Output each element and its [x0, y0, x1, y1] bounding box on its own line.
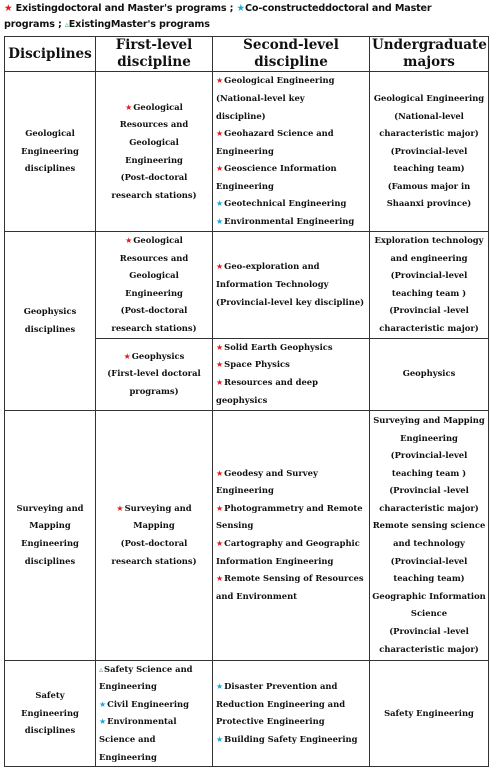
- cell-text-line: [216, 500, 367, 518]
- cell-text-line: (Provincial -level: [389, 305, 469, 316]
- red-star-icon: ★: [4, 3, 13, 14]
- cell-text-line: (First-level doctoral: [107, 368, 201, 379]
- green-triangle-icon: ▵: [64, 20, 69, 29]
- legend-existing-masters: ExistingMaster's programs: [68, 19, 210, 30]
- blue-star-icon: ★: [216, 199, 224, 209]
- cell-text-line: [98, 99, 210, 117]
- cell-text-line: [216, 72, 367, 90]
- cell-text-line: Engineering: [21, 707, 79, 718]
- cell-text-line: [216, 339, 367, 357]
- header-undergraduate: [370, 37, 489, 72]
- cell-text-line: [216, 588, 367, 606]
- cell-text-line: First-level: [115, 37, 193, 53]
- blue-star-icon: ★: [236, 3, 245, 14]
- cell-text-line: [98, 348, 210, 366]
- cell-text-line: Safety Engineering: [384, 707, 474, 718]
- cell-text: Remote Sensing of Resources: [224, 573, 364, 584]
- cell-text-line: research stations): [111, 189, 197, 200]
- program-entry: [99, 713, 210, 766]
- cell-text: Engineering: [99, 751, 157, 762]
- cell-text-line: [216, 392, 367, 410]
- cell-text-line: teaching team ): [391, 287, 467, 298]
- red-star-icon: ★: [216, 378, 224, 388]
- cell-text-line: and engineering: [390, 252, 468, 263]
- cell-text: Safety Science and: [104, 663, 193, 674]
- undergraduate-cell: [370, 338, 489, 410]
- cell-text-line: [216, 678, 367, 696]
- blue-star-icon: ★: [216, 734, 224, 744]
- cell-text-line: [99, 696, 210, 714]
- red-star-icon: ★: [125, 236, 133, 245]
- cell-text-line: characteristic major): [379, 502, 479, 513]
- cell-text-line: [216, 465, 367, 483]
- program-entry: [216, 72, 367, 125]
- cell-text-line: [216, 160, 367, 178]
- cell-text: Photogrammetry and Remote: [224, 502, 363, 513]
- program-entry: [216, 570, 367, 605]
- program-entry: [216, 678, 367, 731]
- cell-text-line: (Post-doctoral: [120, 172, 188, 183]
- cell-text: Protective Engineering: [216, 716, 325, 727]
- cell-text-line: majors: [403, 54, 455, 70]
- second-level-cell: [213, 72, 370, 232]
- cell-text-line: [216, 125, 367, 143]
- program-entry: [216, 339, 367, 357]
- cell-text-line: [99, 713, 210, 731]
- cell-text-line: Shaanxi province): [386, 198, 472, 209]
- header-first-level: [96, 37, 213, 72]
- cell-text: Geological: [133, 101, 183, 112]
- red-star-icon: ★: [125, 102, 133, 112]
- legend-programs: programs: [4, 19, 55, 30]
- green-triangle-icon: ▵: [99, 664, 104, 674]
- cell-text: Engineering: [216, 145, 274, 156]
- cell-text-line: research stations): [111, 555, 197, 566]
- cell-text-line: [216, 294, 367, 312]
- cell-text-line: [99, 731, 210, 749]
- red-star-icon: ★: [216, 164, 224, 174]
- cell-text: Surveying and: [124, 502, 192, 513]
- cell-text-line: [216, 482, 367, 500]
- program-entry: [216, 160, 367, 195]
- cell-text-line: [98, 232, 210, 250]
- cell-text-line: Science: [410, 608, 448, 619]
- legend-co-constructed: Co-constructeddoctoral and Master: [245, 3, 432, 14]
- blue-star-icon: ★: [99, 699, 107, 709]
- cell-text-line: Geological: [25, 128, 75, 139]
- red-star-icon: ★: [216, 262, 224, 272]
- legend: [4, 1, 488, 33]
- program-entry: [216, 195, 367, 213]
- cell-text-line: [216, 731, 367, 749]
- cell-text: Geohazard Science and: [224, 128, 334, 139]
- red-star-icon: ★: [123, 351, 131, 361]
- header-second-level: Second-level discipline: [213, 37, 370, 72]
- cell-text-line: disciplines: [24, 323, 76, 334]
- discipline-cell: [5, 410, 96, 660]
- second-level-cell: [213, 338, 370, 410]
- cell-text-line: Resources and: [119, 119, 189, 130]
- cell-text-line: [216, 696, 367, 714]
- red-star-icon: ★: [216, 342, 224, 352]
- cell-text-line: (Post-doctoral: [120, 538, 188, 549]
- program-entry: [216, 731, 367, 749]
- cell-text-line: Engineering: [125, 154, 183, 165]
- red-star-icon: ★: [116, 503, 124, 513]
- cell-text: (National-level key: [216, 92, 305, 103]
- discipline-cell: [5, 72, 96, 232]
- cell-text: Space Physics: [224, 359, 290, 370]
- cell-text-line: [98, 500, 210, 518]
- cell-text-line: characteristic major): [379, 128, 479, 139]
- blue-star-icon: ★: [216, 682, 224, 692]
- second-level-cell: [213, 232, 370, 339]
- cell-text: Disaster Prevention and: [224, 681, 338, 692]
- cell-text-line: [216, 213, 367, 231]
- cell-text-line: Geological: [129, 270, 179, 281]
- cell-text-line: [216, 356, 367, 374]
- cell-text-line: Safety: [35, 689, 65, 700]
- cell-text-line: research stations): [111, 322, 197, 333]
- cell-text-line: [216, 195, 367, 213]
- cell-text-line: teaching team): [393, 573, 465, 584]
- cell-text-line: [216, 553, 367, 571]
- cell-text: Geological Engineering: [224, 75, 335, 86]
- cell-text: Cartography and Geographic: [224, 538, 360, 549]
- blue-star-icon: ★: [216, 217, 224, 227]
- program-entry: [216, 465, 367, 500]
- cell-text-line: Surveying and Mapping: [373, 414, 485, 425]
- cell-text-line: Engineering: [125, 287, 183, 298]
- cell-text-line: [216, 178, 367, 196]
- cell-text-line: Surveying and: [16, 502, 84, 513]
- cell-text-line: [216, 258, 367, 276]
- cell-text: and Environment: [216, 590, 298, 601]
- cell-text-line: Geological: [129, 136, 179, 147]
- first-level-cell: [96, 660, 213, 767]
- undergraduate-cell: [370, 660, 489, 767]
- cell-text: Geological: [133, 235, 183, 245]
- cell-text-line: disciplines: [24, 163, 76, 174]
- cell-text-line: [216, 517, 367, 535]
- discipline-cell: [5, 660, 96, 767]
- cell-text-line: (Provincial -level: [389, 626, 469, 637]
- cell-text-line: [216, 90, 367, 108]
- cell-text-line: disciplines: [24, 725, 76, 736]
- first-level-cell: [96, 232, 213, 339]
- cell-text-line: Mapping: [29, 520, 71, 531]
- cell-text-line: Remote sensing science: [372, 520, 486, 531]
- first-level-cell: [96, 72, 213, 232]
- cell-text-line: Resources and: [119, 252, 189, 263]
- cell-text-line: Engineering: [21, 538, 79, 549]
- cell-text-line: Geophysics: [23, 306, 77, 317]
- undergraduate-cell: [370, 410, 489, 660]
- cell-text-line: Engineering: [400, 432, 458, 443]
- cell-text-line: [216, 374, 367, 392]
- header-disciplines: Disciplines: [5, 37, 96, 72]
- discipline-cell: [5, 232, 96, 411]
- cell-text-line: Geophysics: [402, 368, 456, 379]
- program-entry: [99, 661, 210, 696]
- cell-text-line: characteristic major): [379, 322, 479, 333]
- cell-text-line: [216, 713, 367, 731]
- cell-text: Resources and deep: [224, 377, 318, 388]
- program-entry: [216, 535, 367, 570]
- cell-text-line: characteristic major): [379, 643, 479, 654]
- cell-text: Solid Earth Geophysics: [224, 341, 333, 352]
- red-star-icon: ★: [216, 539, 224, 549]
- cell-text: Geophysics: [131, 350, 185, 361]
- cell-text: Engineering: [99, 681, 157, 692]
- disciplines-table: [4, 36, 489, 767]
- cell-text: discipline): [216, 110, 266, 121]
- cell-text-line: (Famous major in: [387, 180, 471, 191]
- cell-text: Geodesy and Survey: [224, 467, 318, 478]
- table-header-row: [5, 37, 489, 72]
- cell-text: Engineering: [216, 180, 274, 191]
- legend-existing-doctoral-masters: Existingdoctoral and Master's programs: [15, 3, 227, 14]
- first-level-cell: [96, 410, 213, 660]
- cell-text: Environmental Engineering: [224, 216, 355, 227]
- cell-text-line: and technology: [393, 538, 465, 549]
- cell-text-line: [99, 661, 210, 679]
- cell-text-line: (Provincial-level: [390, 555, 468, 566]
- cell-text: Civil Engineering: [107, 698, 189, 709]
- program-entry: [216, 374, 367, 409]
- program-entry: [99, 696, 210, 714]
- table-row: [5, 410, 489, 660]
- cell-text-line: [216, 108, 367, 126]
- cell-text-line: (Provincial-level: [390, 270, 468, 281]
- second-level-cell: [213, 410, 370, 660]
- cell-text-line: [216, 570, 367, 588]
- table-row: [5, 660, 489, 767]
- table-row: [5, 72, 489, 232]
- red-star-icon: ★: [216, 503, 224, 513]
- legend-separator: ;: [226, 3, 234, 14]
- cell-text-line: [99, 678, 210, 696]
- second-level-cell: [213, 660, 370, 767]
- undergraduate-cell: [370, 72, 489, 232]
- cell-text: (Provincial-level key discipline): [216, 296, 365, 307]
- cell-text-line: Engineering: [21, 145, 79, 156]
- undergraduate-cell: [370, 232, 489, 339]
- program-entry: [216, 125, 367, 160]
- cell-text-line: Exploration technology: [374, 235, 484, 245]
- legend-separator: ;: [54, 19, 62, 30]
- cell-text: Science and: [99, 733, 156, 744]
- cell-text-line: [216, 276, 367, 294]
- cell-text: Engineering: [216, 485, 274, 496]
- cell-text-line: (Provincial-level: [390, 145, 468, 156]
- cell-text: geophysics: [216, 394, 268, 405]
- cell-text-line: (Post-doctoral: [120, 305, 188, 316]
- cell-text-line: [216, 143, 367, 161]
- red-star-icon: ★: [216, 76, 224, 86]
- cell-text: Reduction Engineering and: [216, 698, 346, 709]
- red-star-icon: ★: [216, 129, 224, 139]
- cell-text-line: (Provincial-level: [390, 450, 468, 461]
- red-star-icon: ★: [216, 468, 224, 478]
- cell-text: Geo-exploration and: [224, 261, 320, 272]
- program-entry: [216, 356, 367, 374]
- blue-star-icon: ★: [99, 717, 107, 727]
- cell-text-line: teaching team): [393, 163, 465, 174]
- cell-text-line: programs): [129, 385, 179, 396]
- cell-text-line: [99, 749, 210, 767]
- table-row: [5, 232, 489, 339]
- cell-text: Information Technology: [216, 278, 329, 289]
- program-entry: [216, 258, 367, 311]
- cell-text-line: Mapping: [133, 520, 175, 531]
- program-entry: [216, 213, 367, 231]
- red-star-icon: ★: [216, 360, 224, 370]
- cell-text-line: [216, 535, 367, 553]
- cell-text-line: Geographic Information: [372, 590, 486, 601]
- cell-text-line: Geological Engineering: [373, 92, 485, 103]
- cell-text-line: (National-level: [394, 110, 464, 121]
- cell-text-line: Undergraduate: [372, 37, 487, 53]
- cell-text-line: disciplines: [24, 555, 76, 566]
- cell-text-line: (Provincial -level: [389, 485, 469, 496]
- red-star-icon: ★: [216, 574, 224, 584]
- cell-text: Information Engineering: [216, 555, 334, 566]
- cell-text: Geoscience Information: [224, 163, 337, 174]
- cell-text: Building Safety Engineering: [224, 733, 358, 744]
- first-level-cell: [96, 338, 213, 410]
- cell-text: Environmental: [107, 716, 177, 727]
- cell-text: Geotechnical Engineering: [224, 198, 347, 209]
- cell-text-line: teaching team ): [391, 467, 467, 478]
- program-entry: [216, 500, 367, 535]
- cell-text-line: discipline: [117, 54, 191, 70]
- cell-text: Sensing: [216, 520, 254, 531]
